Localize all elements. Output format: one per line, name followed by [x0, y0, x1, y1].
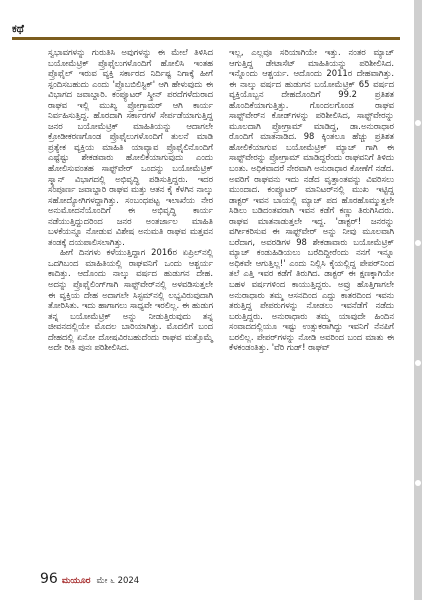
header-rule	[12, 37, 400, 40]
binding-hole	[415, 240, 421, 246]
paragraph: ಹೀಗೆ ದಿನಗಳು ಕಳೆಯುತ್ತಿದ್ದಾಗ 2016ರ ಏಪ್ರಿಲ್‌ನಲ್ಲಿ ಒದಗಿಬಂದ ಮಾಹಿತಿಯಲ್ಲಿ ರಾಘವನಿಗೆ ಒಂದು ಆಶ್ಚರ್ಯ ಕಾದಿತ್ತು. ಆದೊಂದು ನಾಲ್ಕು ವರ್ಷದ ಹುಡುಗನ ದೇಹ. ಅದನ್ನು ಪ್ರೊಫೈಲಿಂಗ್‌ಗಾಗಿ ಸಾಫ್ಟ್‌ವೇರ್‌ನಲ್ಲಿ ಅಳವಡಿಸುತ್ತಲೇ ಈ ವ್ಯಕ್ತಿಯ ದೇಹ ಅದಾಗಲೇ ಸಿಸ್ಟಮ್‌ನಲ್ಲಿ ಲಭ್ಯವಿರುವುದಾಗಿ ತೋರಿಸಿತು. ಇದು ಹಾಗಾಗಲು ಸಾಧ್ಯವೇ ಇರಲಿಲ್ಲ. ಈ ಹುಡುಗ ತನ್ನ ಬಯೋಮೆಟ್ರಿಕ್ ಅನ್ನು ನೀಡುತ್ತಿರುವುದು ತನ್ನ ಜೀವನದಲ್ಲಿಯೇ ಮೊದಲ ಬಾರಿಯಾಗಿತ್ತು. ಮೊದಲಿಗೆ ಬಂದ ದೇಹದಲ್ಲಿ ಏನೋ ದೋಷವಿರಬಹುದೆಂದು ರಾಘವ ಮತ್ತೊಮ್ಮೆ ಅದೇ ರೀತಿ ಪುನಃ ಪರಿಶೀಲಿಸಿದ.	[48, 247, 213, 353]
left-column	[48, 47, 213, 575]
issue-date: ಮೇ ೬ 2024	[96, 576, 140, 586]
page-number: 96	[40, 571, 58, 587]
section-label: ಕಥೆ	[12, 23, 24, 35]
binding-hole	[415, 480, 421, 486]
binding-hole	[415, 360, 421, 366]
binding-spine	[414, 0, 422, 600]
section-header	[0, 20, 422, 42]
paragraph: ಸ್ವಭಾವಗಳನ್ನು ಗುರುತಿಸಿ ಅವುಗಳನ್ನು ಈ ಮೇಲೆ ತಿಳಿಸಿದ ಬಯೋಮೆಟ್ರಿಕ್ ಪ್ರೊಫೈಲುಗಳೊಂದಿಗೆ ಹೋಲಿಸಿ ಇಂತಹ ಪ್ರೊಫೈಲ್ ಇರುವ ವ್ಯಕ್ತಿ ಸರ್ಕಾರದ ನಿರ್ದಿಷ್ಟ ನಿಗಾಕ್ಕೆ ಹೀಗೆ ಸ್ಪಂದಿಸಬಹುದು ಎಂದು 'ಪ್ರೊಬಬಿಲಿಸ್ಟಿಕ್' ಆಗಿ ಹೇಳುವುದು ಈ ವಿಭಾಗದ ಜವಾಬ್ದಾರಿ. ಕಂಪ್ಯೂಟರ್ ಸ್ಕ್ರೀನ್ ಪರದೆಗಳೆದುರಾದ ರಾಘವ ಇಲ್ಲಿ ಮುಖ್ಯ ಪ್ರೋಗ್ರಾಮರ್ ಆಗಿ ಕಾರ್ಯ ನಿರ್ವಹಿಸುತ್ತಿದ್ದ. ಹೊರದಾಗಿ ಸರ್ಕಾರಗಳೆ ಸೇರ್ಪಡೆಯಾಗುತ್ತಿದ್ದ ಜನರ ಬಯೋಮೆಟ್ರಿಕ್ ಮಾಹಿತಿಯನ್ನು ಆದಾಗಲೇ ಕ್ರೋಡೀಕರಣಗೊಂಡ ಪ್ರೊಫೈಲುಗಳೊಂದಿಗೆ ತುಲನೆ ಮಾಡಿ ಪ್ರತ್ಯೇಕ ವ್ಯಕ್ತಿಯ ಮಾಹಿತಿ ಯಾವ್ಯಾವ ಪ್ರೊಫೈಲಿನೊಂದಿಗೆ ಎಷ್ಟೆಷ್ಟು ಶೇಕಡವಾರು ಹೋಲಿಕೆಯಾಗುವುದು ಎಂದು ಹೋಲಿಸುವಂತಹ ಸಾಫ್ಟ್‌ವೇರ್ ಒಂದನ್ನು ಬಯೋಮೆಟ್ರಿಕ್ ಸ್ಕ್ಯಾನ್ ವಿಭಾಗದಲ್ಲಿ ಅಭಿವೃದ್ಧಿ ಪಡಿಸುತ್ತಿದ್ದರು. ಇದರ ಸಂಪೂರ್ಣ ಜವಾಬ್ದಾರಿ ರಾಘವ ಮತ್ತು ಆತನ ಕೈ ಕೆಳಗಿನ ನಾಲ್ಕು ಸಹೋದ್ಯೋಗಿಗಳದ್ದಾಗಿತ್ತು. ಸಂಬಂಧಪಟ್ಟ ಇಲಾಖೆಯ ನೇರ ಅನುಮೋದನೆಯೊಂದಿಗೆ ಈ ಅಭಿವೃದ್ಧಿ ಕಾರ್ಯ ನಡೆಯುತ್ತಿದ್ದುದರಿಂದ ಜನರ ಅಂತರ್ಜಾಲ ಮಾಹಿತಿ ಬಳಕೆಯನ್ನೂ ನೋಡುವ ವಿಶೇಷ ಅನುಮತಿ ರಾಘವ ಮತ್ತವನ ತಂಡಕ್ಕೆ ದಯಪಾಲಿಸಲಾಗಿತ್ತು.	[48, 47, 213, 247]
article-body	[48, 47, 394, 575]
paragraph: ಇಲ್ಲ, ಎಲ್ಲವೂ ಸರಿಯಾಗಿಯೇ ಇತ್ತು. ನಂತರ ಮ್ಯಾಚ್ ಆಗುತ್ತಿದ್ದ ಡೇಟಾಸೆಟ್ ಮಾಹಿತಿಯನ್ನು ಪರಿಶೀಲಿಸಿದ. ಇನ್ನೊಂದು ಆಶ್ಚರ್ಯ. ಆದೊಂದು 2011ರ ದೇಹವಾಗಿತ್ತು. ಈ ನಾಲ್ಕು ವರ್ಷದ ಹುಡುಗನ ಬಯೋಮೆಟ್ರಿಕ್ 65 ವರ್ಷದ ವ್ಯಕ್ತಿಯೊಬ್ಬನ ದೇಹದೊಂದಿಗೆ 99.2 ಪ್ರತಿಶತ ಹೊಂದಿಕೆಯಾಗುತ್ತಿತ್ತು. ಗೊಂದಲಗೊಂಡ ರಾಘವ ಸಾಫ್ಟ್‌ವೇರ್‌ನ ಕೋಡ್‌ಗಳನ್ನು ಪರಿಶೀಲಿಸಿದ, ಸಾಫ್ಟ್‌ವೇರನ್ನು ಮೂಲದಾಗಿ ಪ್ರೋಗ್ರಾಮ್ ಮಾಡಿದ್ದ, ಡಾ.ಅನುರಾಧಾರ ರೊಂದಿಗೆ ಮಾತನಾಡಿದ. 98 ಕ್ಕಿಂತಲೂ ಹೆಚ್ಚು ಪ್ರತಿಶತ ಹೋಲಿಕೆಯಾಗುವ ಬಯೋಮೆಟ್ರಿಕ್ ಮ್ಯಾಚ್ ಗಾಗಿ ಈ ಸಾಫ್ಟ್‌ವೇರನ್ನು ಪ್ರೋಗ್ರಾಮ್ ಮಾಡಿದ್ದರೆಂದು ರಾಘವನಿಗೆ ತಿಳಿದು ಬಂತು. ಅಧಿಕವಾದರೆ ನೇರವಾಗಿ ಅನುರಾಧಾರ ಕೋಣೆಗೆ ನಡೆದ. ಅವರಿಗೆ ರಾಘವನು ಇದು ನಡೆದ ವೃತ್ತಾಂತವನ್ನು ವಿವರಿಸಲು ಮುಂದಾದ. ಕಂಪ್ಯೂಟರ್ ಮಾನಿಟರ್‌ನಲ್ಲಿ ಮುಖ ಇಟ್ಟಿದ್ದ ಡಾಕ್ಟರ್ ಇವನ ಬಾಯಲ್ಲಿ ಮ್ಯಾಚ್ ಪದ ಹೊರಹೊಮ್ಮುತ್ತಲೇ ಸಿಡಿಲು ಬಡಿದಂತವರಾಗಿ ಇವನ ಕಡೆಗೆ ಕಣ್ಣು ತಿರುಗಿಸಿದರು. ರಾಘವ ಮಾತನಾಡುತ್ತಲೇ ಇದ್ದ. 'ಡಾಕ್ಟರ್! ಜನರನ್ನು ವರ್ಗೀಕರಿಸುವ ಈ ಸಾಫ್ಟ್‌ವೇರ್ ಅನ್ನು ನೀವು ಮೂಲವಾಗಿ ಬರೆದಾಗ, ಅವರಡಿಗಳ 98 ಶೇಕಡಾವಾರು ಬಯೋಮೆಟ್ರಿಕ್ ಮ್ಯಾಚ್ ಕಂಡುಹಿಡಿಯಲು ಬರೆದಿದ್ದೀರೆಂದು ನನಗೆ ಇನ್ನೂ ಅಧಿಕವೇ ಆಗುತ್ತಿಲ್ಲ!' ಎಂದು ನಿಲ್ಲಿಸಿ ಕೈಯಲ್ಲಿದ್ದ ಪೇಪರ್‌ನಿಂದ ತಲೆ ಎತ್ತಿ ಇವರ ಕಡೆಗೆ ತಿರುಗಿದ. ಡಾಕ್ಟರ್ ಈ ಕ್ಷಣಕ್ಕಾಗಿಯೇ ಬಹಳ ವರ್ಷಗಳಿಂದ ಕಾಯುತ್ತಿದ್ದರು. ಅವ್ರು ಹೊತ್ತಿಗಾಗಲೇ ಅನುರಾಧಾರು ತಮ್ಮ ಆಸನದಿಂದ ಎದ್ದು ಕಾತರದಿಂದ ಇವನು ತರುತ್ತಿದ್ದ ಪೇಪರುಗಳನ್ನು ನೋಡಲು ಇವನೆಡೆಗೆ ನಡೆದು ಬರುತ್ತಿದ್ದರು. ಅನುರಾಧಾರು ತಮ್ಮ ಯಾವುದೇ ಹಿಂದಿನ ಸಂವಾದದಲ್ಲಿಯೂ ಇಷ್ಟು ಉತ್ಸುಕರಾಗಿದ್ದು ಇವನಿಗೆ ನೆನಪಿಗೆ ಬರಲಿಲ್ಲ. ಪೇಪರ್‌ಗಳನ್ನು ನೋಡಿ ಅವರಿಂದ ಬಂದ ಮಾತು ಈ ಕೆಳಕಂಡಂತಿತ್ತು. 'ವೆರಿ ಗುಡ್! ರಾಘವ್	[229, 47, 394, 353]
page-footer	[40, 571, 139, 587]
binding-hole	[415, 120, 421, 126]
right-column	[229, 47, 394, 575]
magazine-name: ಮಯೂರ	[61, 576, 91, 586]
